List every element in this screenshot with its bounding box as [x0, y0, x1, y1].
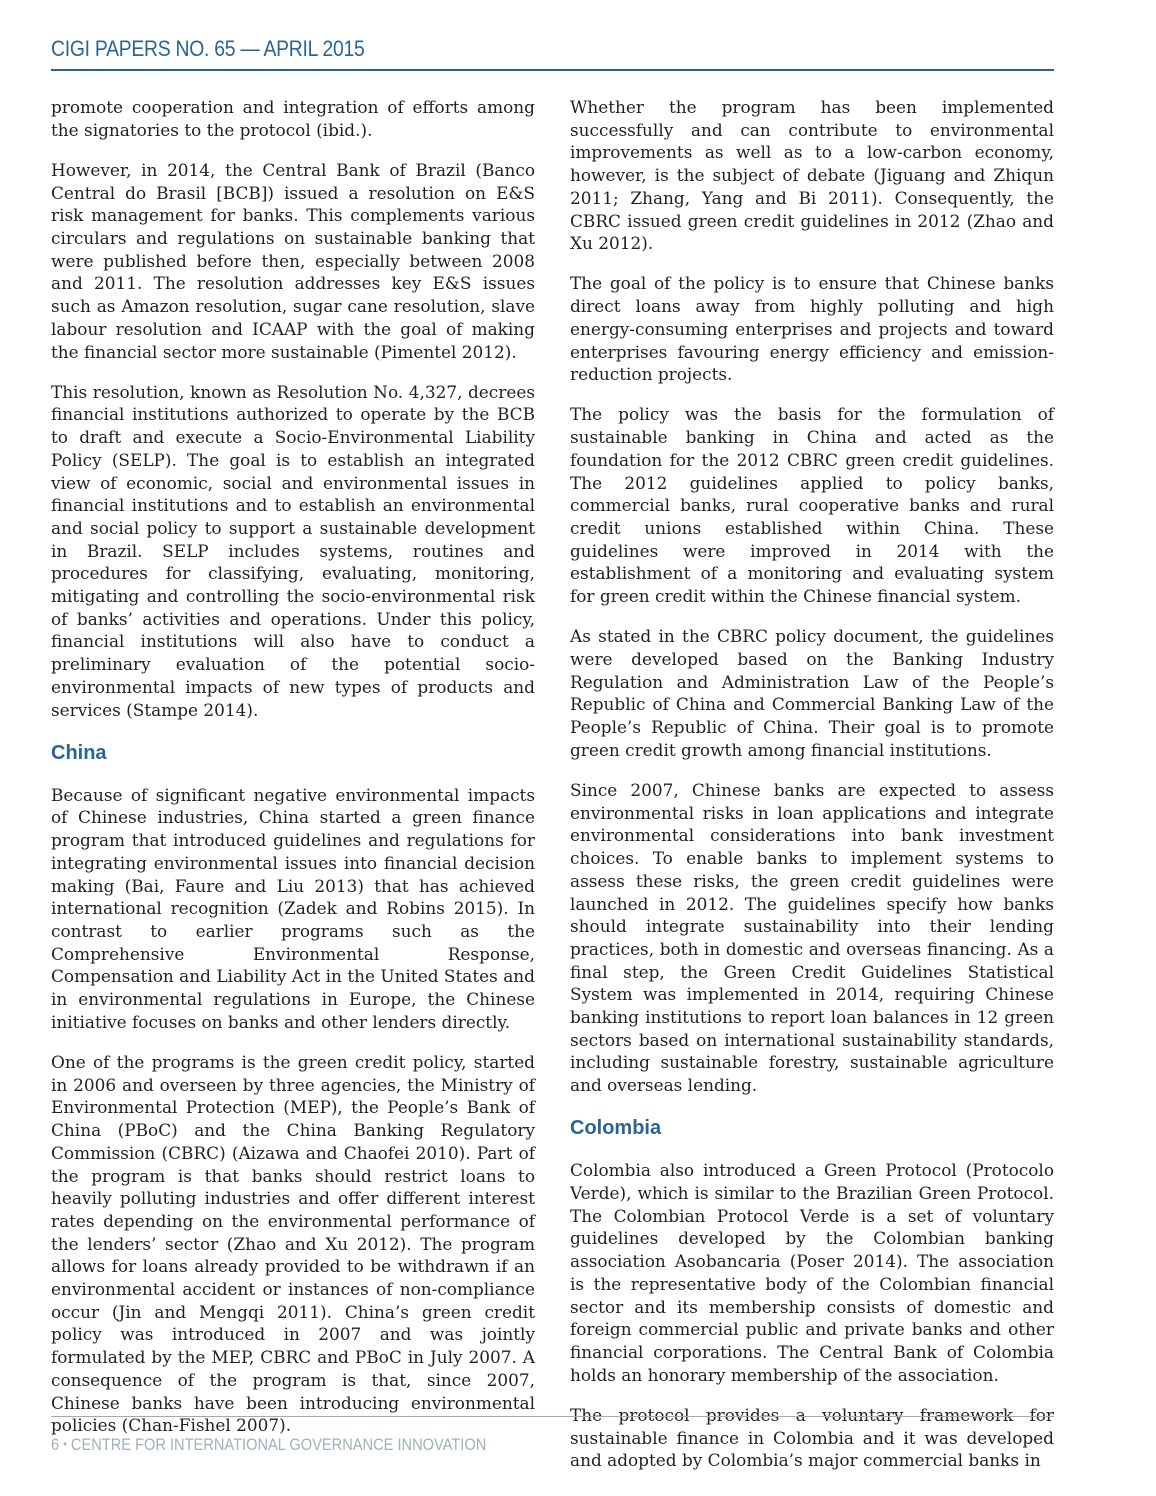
- paragraph: However, in 2014, the Central Bank of Brazil (Banco Central do Brasil [BCB]) issued a resolution on E&S risk management for banks. This complements various circulars and regulations on sustainable banking that were published before then, especially between 2008 and 2011. The resolution addresses key E&S issues such as Amazon resolution, sugar cane resolution, slave labour resolution and ICAAP with the goal of making the financial sector more sustainable (Pimentel 2012).: [51, 159, 535, 362]
- paragraph: One of the programs is the green credit policy, started in 2006 and overseen by three agencies, the Ministry of Environmental Protection (MEP), the People’s Bank of China (PBoC) and the China Banking Regulatory Commission (CBRC) (Aizawa and Chaofei 2010). Part of the program is that banks should restrict loans to heavily polluting industries and offer different interest rates depending on the environmental performance of the lenders’ sector (Zhao and Xu 2012). The program allows for loans already provided to be withdrawn if an environmental accident or instances of non-compliance occur (Jin and Mengqi 2011). China’s green credit policy was introduced in 2007 and was jointly formulated by the MEP, CBRC and PBoC in July 2007. A consequence of the program is that, since 2007, Chinese banks have been introducing environmental policies (Chan-Fishel 2007).: [51, 1052, 535, 1436]
- paragraph: The policy was the basis for the formulation of sustainable banking in China and acted as the foundation for the 2012 CBRC green credit guidelines. The 2012 guidelines applied to policy banks, commercial banks, rural cooperative banks and rural credit unions established within China. These guidelines were improved in 2014 with the establishment of a monitoring and evaluating system for green credit within the Chinese financial system.: [570, 404, 1054, 607]
- section-heading-china: China: [51, 741, 107, 764]
- page-number: 6: [51, 1435, 60, 1454]
- paragraph: promote cooperation and integration of efforts among the signatories to the protocol (ibid.).: [51, 97, 535, 140]
- page-header: [51, 36, 1054, 71]
- right-column: [570, 96, 1054, 1489]
- section-heading-colombia: Colombia: [570, 1117, 662, 1140]
- paragraph: Because of significant negative environmental impacts of Chinese industries, China started a green finance program that introduced guidelines and regulations for integrating environmental issues into financial decision making (Bai, Faure and Liu 2013) that has achieved international recognition (Zadek and Robins 2015). In contrast to earlier programs such as the Comprehensive Environmental Response, Compensation and Liability Act in the United States and in environmental regulations in Europe, the Chinese initiative focuses on banks and other lenders directly.: [51, 784, 535, 1032]
- paragraph: The protocol provides a voluntary framework for sustainable finance in Colombia and it was developed and adopted by Colombia’s major commercial banks in: [570, 1404, 1054, 1471]
- organization-name: CENTRE FOR INTERNATIONAL GOVERNANCE INNOVATION: [70, 1435, 487, 1454]
- paragraph: Since 2007, Chinese banks are expected to assess environmental risks in loan applications and integrate environmental considerations into bank investment choices. To enable banks to implement systems to assess these risks, the green credit guidelines were launched in 2012. The guidelines specify how banks should integrate sustainability into their lending practices, both in domestic and overseas financing. As a final step, the Green Credit Guidelines Statistical System was implemented in 2014, requiring Chinese banking institutions to report loan balances in 12 green sectors based on international sustainability standards, including sustainable forestry, sustainable agriculture and overseas lending.: [570, 779, 1054, 1096]
- page-footer: [51, 1416, 1054, 1455]
- bullet-separator: •: [63, 1437, 67, 1451]
- paragraph: Whether the program has been implemented successfully and can contribute to environmental improvements as well as to a low-carbon economy, however, is the subject of debate (Jiguang and Zhiqun 2011; Zhang, Yang and Bi 2011). Consequently, the CBRC issued green credit guidelines in 2012 (Zhao and Xu 2012).: [570, 97, 1054, 254]
- paragraph: As stated in the CBRC policy document, the guidelines were developed based on the Banking Industry Regulation and Administration Law of the People’s Republic of China and Commercial Banking Law of the People’s Republic of China. Their goal is to promote green credit growth among financial institutions.: [570, 626, 1054, 760]
- left-column: [51, 96, 535, 1454]
- paragraph: This resolution, known as Resolution No. 4,327, decrees financial institutions authorized to operate by the BCB to draft and execute a Socio-Environmental Liability Policy (SELP). The goal is to establish an integrated view of economic, social and environmental issues in financial institutions and to establish an environmental and social policy to support a sustainable development in Brazil. SELP includes systems, routines and procedures for classifying, evaluating, monitoring, mitigating and controlling the socio-environmental risk of banks’ activities and operations. Under this policy, financial institutions will also have to conduct a preliminary evaluation of the potential socio-environmental impacts of new types of products and services (Stampe 2014).: [51, 381, 535, 720]
- paragraph: The goal of the policy is to ensure that Chinese banks direct loans away from highly polluting and high energy-consuming enterprises and projects and toward enterprises favouring energy efficiency and emission-reduction projects.: [570, 273, 1054, 385]
- running-title: CIGI PAPERS NO. 65 — APRIL 2015: [51, 36, 365, 61]
- paragraph: Colombia also introduced a Green Protocol (Protocolo Verde), which is similar to the Brazilian Green Protocol. The Colombian Protocol Verde is a set of voluntary guidelines developed by the Colombian banking association Asobancaria (Poser 2014). The association is the representative body of the Colombian financial sector and its membership consists of domestic and foreign commercial public and private banks and other financial corporations. The Central Bank of Colombia holds an honorary membership of the association.: [570, 1160, 1054, 1385]
- footer-text: [51, 1435, 486, 1455]
